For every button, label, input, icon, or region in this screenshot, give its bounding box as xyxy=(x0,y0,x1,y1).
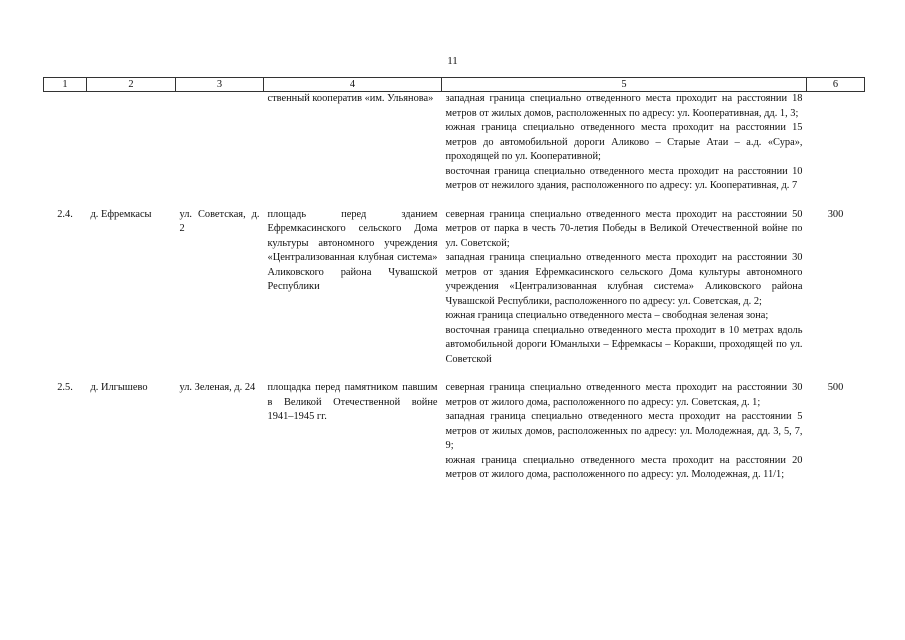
capacity-cell: 300 xyxy=(827,208,844,220)
border-line: восточная граница специально отведенного места проходит в 10 метрах вдоль автомобильной дороги Юманлыхи – Ефремкасы – Коракши, проходящей по ул. Советской xyxy=(445,324,803,365)
row-number: 2.4. xyxy=(57,208,73,220)
page-number: 11 xyxy=(447,55,458,67)
settlement-cell: д. Ефремкасы xyxy=(90,208,152,220)
address-cell: ул. Советская, д. 2 xyxy=(179,208,260,234)
table-row xyxy=(44,92,865,194)
table-row xyxy=(44,381,865,483)
address-cell xyxy=(176,92,264,194)
settlement-cell xyxy=(87,92,176,194)
border-line: северная граница специально отведенного места проходит на расстоянии 50 метров от парка в честь 70-летия Победы в Великой Отечественной войне по ул. Советской; xyxy=(445,208,803,249)
place-cell xyxy=(264,92,442,194)
borders-cell xyxy=(442,381,807,483)
table-header-row xyxy=(44,78,865,92)
capacity-cell: 500 xyxy=(827,382,844,393)
border-line: южная граница специально отведенного места проходит на расстоянии 20 метров от жилого дома, расположенного по адресу: ул. Молодежная, д. 11/1; xyxy=(445,454,803,480)
column-header-5: 5 xyxy=(442,78,807,92)
place-text: ственный кооператив «им. Ульянова» xyxy=(267,93,434,104)
settlement-cell: д. Илгышево xyxy=(90,382,148,393)
place-text: площадка перед памятником павшим в Великой Отечественной войне 1941–1945 гг. xyxy=(267,382,438,422)
border-line: западная граница специально отведенного места проходит на расстоянии 30 метров от здания Ефремкасинского сельского Дома культуры автономного учреждения «Централизованная клубная система» Аликовского района Чувашской Республики, расположенного по адресу: ул. Советская, д. 2; xyxy=(445,252,803,307)
row-number xyxy=(44,92,87,194)
borders-cell xyxy=(442,92,807,194)
capacity-cell xyxy=(807,92,865,194)
place-cell xyxy=(264,381,442,483)
border-line: восточная граница специально отведенного места проходит на расстоянии 10 метров от нежилого здания, расположенного по адресу: ул. Кооперативная, д. 7 xyxy=(445,165,803,191)
border-line: западная граница специально отведенного места проходит на расстоянии 18 метров от жилых домов, расположенных по адресу: ул. Кооперативная, дд. 1, 3; xyxy=(445,93,803,119)
border-line: южная граница специально отведенного места проходит на расстоянии 15 метров до автомобильной дороги Аликово – Старые Атаи – а.д. «Сура», проходящей по ул. Кооперативной; xyxy=(445,122,803,162)
column-header-4: 4 xyxy=(264,78,442,92)
places-table xyxy=(43,77,865,483)
column-header-2: 2 xyxy=(87,78,176,92)
column-header-3: 3 xyxy=(176,78,264,92)
column-header-6: 6 xyxy=(807,78,865,92)
table-row xyxy=(44,208,865,368)
border-line: южная граница специально отведенного места – свободная зеленая зона; xyxy=(445,310,769,321)
border-line: северная граница специально отведенного места проходит на расстоянии 30 метров от жилого дома, расположенного по адресу: ул. Советская, д. 1; xyxy=(445,382,803,408)
place-text: площадь перед зданием Ефремкасинского сельского Дома культуры автономного учреждения «Централизованная клубная система» Аликовского района Чувашской Республики xyxy=(267,208,438,292)
column-header-1: 1 xyxy=(44,78,87,92)
borders-cell xyxy=(442,208,807,368)
row-number: 2.5. xyxy=(57,382,73,393)
border-line: западная граница специально отведенного места проходит на расстоянии 5 метров от жилых домов, расположенных по адресу: ул. Молодежная, дд. 3, 5, 7, 9; xyxy=(445,411,803,451)
address-cell: ул. Зеленая, д. 24 xyxy=(179,382,256,393)
place-cell xyxy=(264,208,442,368)
